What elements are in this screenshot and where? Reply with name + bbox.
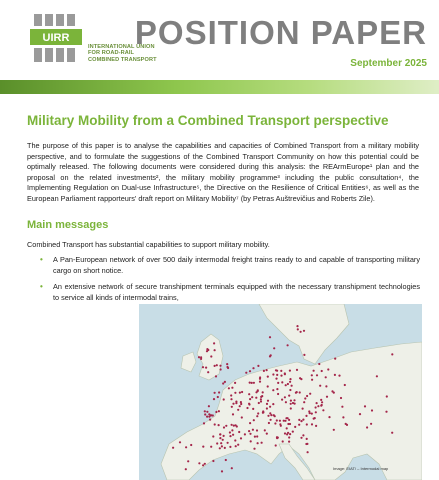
terminal-marker (222, 382, 224, 384)
terminal-marker (318, 363, 320, 365)
terminal-marker (386, 395, 388, 397)
terminal-marker (319, 385, 321, 387)
terminal-marker (303, 354, 305, 356)
terminal-marker (241, 416, 243, 418)
terminal-marker (253, 419, 255, 421)
logo-org-line1: INTERNATIONAL UNION (88, 44, 155, 50)
terminal-marker (190, 444, 192, 446)
terminal-marker (212, 460, 214, 462)
terminal-marker (248, 430, 250, 432)
terminal-marker (241, 391, 243, 393)
terminal-marker (320, 399, 322, 401)
terminal-marker (281, 399, 283, 401)
terminal-marker (219, 433, 221, 435)
terminal-marker (240, 401, 242, 403)
terminal-marker (253, 448, 255, 450)
terminal-marker (224, 381, 226, 383)
terminal-marker (219, 365, 221, 367)
terminal-marker (313, 418, 315, 420)
terminal-marker (288, 395, 290, 397)
terminal-marker (306, 438, 308, 440)
terminal-marker (270, 354, 272, 356)
terminal-marker (325, 376, 327, 378)
terminal-marker (284, 432, 286, 434)
terminal-marker (275, 444, 277, 446)
terminal-marker (292, 431, 294, 433)
terminal-marker (252, 429, 254, 431)
terminal-marker (258, 402, 260, 404)
terminal-marker (283, 420, 285, 422)
terminal-marker (200, 356, 202, 358)
terminal-marker (326, 396, 328, 398)
terminal-marker (289, 433, 291, 435)
terminal-marker (340, 397, 342, 399)
terminal-marker (255, 397, 257, 399)
terminal-marker (288, 441, 290, 443)
terminal-marker (256, 415, 258, 417)
section-heading: Main messages (27, 219, 109, 231)
terminal-marker (284, 396, 286, 398)
europe-map-graphic (139, 304, 422, 480)
terminal-marker (229, 431, 231, 433)
terminal-marker (311, 413, 313, 415)
terminal-marker (230, 398, 232, 400)
terminal-marker (267, 415, 269, 417)
terminal-marker (208, 405, 210, 407)
terminal-marker (272, 403, 274, 405)
terminal-marker (290, 407, 292, 409)
terminal-marker (268, 422, 270, 424)
terminal-marker (296, 391, 298, 393)
terminal-marker (321, 401, 323, 403)
terminal-marker (333, 429, 335, 431)
terminal-marker (334, 374, 336, 376)
intermodal-network-map (139, 304, 422, 480)
terminal-marker (228, 387, 230, 389)
page-title: Military Mobility from a Combined Transport perspective (27, 113, 389, 128)
terminal-marker (267, 385, 269, 387)
terminal-marker (333, 392, 335, 394)
terminal-marker (237, 409, 239, 411)
terminal-marker (289, 381, 291, 383)
terminal-marker (240, 437, 242, 439)
terminal-marker (223, 398, 225, 400)
terminal-marker (300, 378, 302, 380)
terminal-marker (259, 381, 261, 383)
terminal-marker (235, 401, 237, 403)
header (0, 0, 439, 80)
terminal-marker (204, 463, 206, 465)
terminal-marker (256, 429, 258, 431)
terminal-marker (253, 382, 255, 384)
terminal-marker (204, 410, 206, 412)
terminal-marker (233, 425, 235, 427)
terminal-marker (269, 406, 271, 408)
terminal-marker (279, 420, 281, 422)
terminal-marker (341, 406, 343, 408)
terminal-marker (266, 407, 268, 409)
terminal-marker (260, 398, 262, 400)
terminal-marker (231, 429, 233, 431)
terminal-marker (289, 389, 291, 391)
terminal-marker (264, 429, 266, 431)
ireland-landmass (181, 352, 196, 372)
terminal-marker (223, 435, 225, 437)
terminal-marker (296, 369, 298, 371)
terminal-marker (266, 403, 268, 405)
terminal-marker (204, 413, 206, 415)
terminal-marker (257, 442, 259, 444)
terminal-marker (187, 460, 189, 462)
terminal-marker (266, 433, 268, 435)
terminal-marker (288, 436, 290, 438)
terminal-marker (309, 393, 311, 395)
terminal-marker (252, 408, 254, 410)
terminal-marker (321, 404, 323, 406)
terminal-marker (303, 401, 305, 403)
terminal-marker (282, 440, 284, 442)
terminal-marker (219, 447, 221, 449)
terminal-marker (302, 419, 304, 421)
terminal-marker (198, 356, 200, 358)
terminal-marker (297, 328, 299, 330)
terminal-marker (223, 426, 225, 428)
terminal-marker (391, 353, 393, 355)
terminal-marker (344, 384, 346, 386)
terminal-marker (218, 391, 220, 393)
terminal-marker (327, 368, 329, 370)
terminal-marker (370, 423, 372, 425)
terminal-marker (225, 459, 227, 461)
terminal-marker (214, 349, 216, 351)
terminal-marker (302, 408, 304, 410)
terminal-marker (311, 374, 313, 376)
terminal-marker (289, 378, 291, 380)
terminal-marker (215, 411, 217, 413)
terminal-marker (276, 419, 278, 421)
terminal-marker (267, 400, 269, 402)
terminal-marker (290, 403, 292, 405)
terminal-marker (185, 446, 187, 448)
terminal-marker (376, 375, 378, 377)
terminal-marker (286, 433, 288, 435)
terminal-marker (221, 445, 223, 447)
terminal-marker (366, 426, 368, 428)
uirr-logo (30, 10, 157, 70)
terminal-marker (244, 433, 246, 435)
terminal-marker (294, 403, 296, 405)
terminal-marker (234, 382, 236, 384)
terminal-marker (263, 370, 265, 372)
terminal-marker (218, 424, 220, 426)
terminal-marker (251, 382, 253, 384)
terminal-marker (206, 411, 208, 413)
terminal-marker (315, 406, 317, 408)
terminal-marker (281, 381, 283, 383)
terminal-marker (328, 416, 330, 418)
terminal-marker (291, 385, 293, 387)
terminal-marker (248, 393, 250, 395)
terminal-marker (220, 442, 222, 444)
terminal-marker (231, 406, 233, 408)
terminal-marker (289, 370, 291, 372)
terminal-marker (276, 437, 278, 439)
terminal-marker (322, 409, 324, 411)
terminal-marker (279, 423, 281, 425)
terminal-marker (214, 423, 216, 425)
terminal-marker (249, 433, 251, 435)
terminal-marker (210, 446, 212, 448)
terminal-marker (205, 367, 207, 369)
uirr-logo-icon (30, 10, 86, 66)
terminal-marker (209, 419, 211, 421)
terminal-marker (266, 369, 268, 371)
terminal-marker (287, 423, 289, 425)
terminal-marker (232, 403, 234, 405)
terminal-marker (302, 434, 304, 436)
terminal-marker (261, 395, 263, 397)
terminal-marker (321, 370, 323, 372)
terminal-marker (231, 387, 233, 389)
terminal-marker (273, 414, 275, 416)
terminal-marker (214, 392, 216, 394)
terminal-marker (316, 402, 318, 404)
list-item-text: An extensive network of secure transhipment terminals equipped with the necessary transhipment technologies to service all kinds of intermodal trains, (53, 282, 420, 302)
terminal-marker (285, 384, 287, 386)
terminal-marker (239, 405, 241, 407)
terminal-marker (212, 435, 214, 437)
terminal-marker (300, 437, 302, 439)
terminal-marker (207, 371, 209, 373)
terminal-marker (276, 370, 278, 372)
terminal-marker (257, 412, 259, 414)
terminal-marker (259, 376, 261, 378)
terminal-marker (254, 436, 256, 438)
terminal-marker (273, 347, 275, 349)
document-type-title: POSITION PAPER (134, 14, 427, 51)
terminal-marker (172, 447, 174, 449)
bullet-icon: • (40, 282, 43, 292)
terminal-marker (216, 442, 218, 444)
terminal-marker (316, 374, 318, 376)
terminal-marker (226, 366, 228, 368)
terminal-marker (274, 422, 276, 424)
map-credit: Image: EIAT/ – Intermodal map (333, 466, 389, 471)
terminal-marker (250, 440, 252, 442)
terminal-marker (371, 409, 373, 411)
terminal-marker (217, 396, 219, 398)
terminal-marker (262, 410, 264, 412)
terminal-marker (287, 417, 289, 419)
terminal-marker (385, 411, 387, 413)
terminal-marker (248, 403, 250, 405)
terminal-marker (306, 423, 308, 425)
terminal-marker (234, 392, 236, 394)
terminal-marker (290, 400, 292, 402)
terminal-marker (287, 383, 289, 385)
terminal-marker (232, 413, 234, 415)
terminal-marker (311, 379, 313, 381)
terminal-marker (280, 375, 282, 377)
terminal-marker (245, 372, 247, 374)
terminal-marker (249, 370, 251, 372)
terminal-marker (345, 423, 347, 425)
logo-org-line2: FOR ROAD-RAIL (88, 50, 135, 57)
terminal-marker (286, 427, 288, 429)
terminal-marker (206, 348, 208, 350)
terminal-marker (229, 435, 231, 437)
terminal-marker (305, 415, 307, 417)
terminal-marker (364, 405, 366, 407)
terminal-marker (226, 363, 228, 365)
terminal-marker (237, 444, 239, 446)
terminal-marker (261, 442, 263, 444)
terminal-marker (203, 422, 205, 424)
terminal-marker (334, 358, 336, 360)
terminal-marker (275, 378, 277, 380)
terminal-marker (221, 470, 223, 472)
terminal-marker (249, 398, 251, 400)
terminal-marker (299, 391, 301, 393)
terminal-marker (306, 395, 308, 397)
terminal-marker (185, 468, 187, 470)
terminal-marker (272, 389, 274, 391)
terminal-marker (214, 365, 216, 367)
terminal-marker (311, 423, 313, 425)
terminal-marker (260, 400, 262, 402)
terminal-marker (284, 373, 286, 375)
terminal-marker (293, 399, 295, 401)
terminal-marker (251, 396, 253, 398)
terminal-marker (277, 393, 279, 395)
logo-acronym: UIRR (42, 32, 70, 44)
terminal-marker (232, 434, 234, 436)
terminal-marker (325, 385, 327, 387)
terminal-marker (249, 382, 251, 384)
terminal-marker (267, 376, 269, 378)
terminal-marker (306, 443, 308, 445)
list-item (40, 255, 420, 276)
main-messages-list (40, 255, 420, 309)
terminal-marker (227, 442, 229, 444)
terminal-marker (262, 391, 264, 393)
terminal-marker (277, 382, 279, 384)
terminal-marker (315, 411, 317, 413)
terminal-marker (231, 467, 233, 469)
terminal-marker (276, 388, 278, 390)
terminal-marker (230, 394, 232, 396)
terminal-marker (225, 425, 227, 427)
terminal-marker (313, 370, 315, 372)
terminal-marker (206, 416, 208, 418)
terminal-marker (307, 451, 309, 453)
intro-paragraph: The purpose of this paper is to analyse the capabilities and capacities of Combined Transport from a military mobility perspective, and to formulate the suggestions of the Combined Transport Community on how this potential could be optimally released. The following documents were considered during this analysis: the REArmEurope¹ plan and the proposal on the related investments², the military mobility programme³ including the public consultation⁴, the Implementing Regulation on Dual-use Infrastructure⁵, the Directive on the Resilience of Critical Entities⁶, as well as the European Parliament rapporteurs' draft report on Military Mobility⁷ (by Petras Auštrevičius and Roberts Zile). (27, 141, 419, 203)
list-item-text: A Pan-European network of over 500 daily intermodal freight trains ready to and capable of transporting military cargo on short notice. (53, 255, 420, 275)
terminal-marker (285, 401, 287, 403)
terminal-marker (298, 419, 300, 421)
terminal-marker (303, 330, 305, 332)
terminal-marker (270, 419, 272, 421)
terminal-marker (206, 350, 208, 352)
terminal-marker (276, 374, 278, 376)
terminal-marker (238, 431, 240, 433)
terminal-marker (224, 447, 226, 449)
terminal-marker (249, 422, 251, 424)
lead-sentence: Combined Transport has substantial capabilities to support military mobility. (27, 240, 270, 249)
terminal-marker (296, 325, 298, 327)
terminal-marker (234, 439, 236, 441)
terminal-marker (229, 446, 231, 448)
terminal-marker (213, 398, 215, 400)
terminal-marker (231, 424, 233, 426)
terminal-marker (255, 391, 257, 393)
terminal-marker (210, 414, 212, 416)
publication-date: September 2025 (350, 58, 427, 69)
terminal-marker (269, 336, 271, 338)
terminal-marker (215, 375, 217, 377)
terminal-marker (338, 375, 340, 377)
terminal-marker (272, 373, 274, 375)
terminal-marker (212, 414, 214, 416)
terminal-marker (300, 420, 302, 422)
terminal-marker (202, 366, 204, 368)
terminal-marker (219, 437, 221, 439)
terminal-marker (257, 365, 259, 367)
terminal-marker (256, 435, 258, 437)
terminal-marker (359, 413, 361, 415)
terminal-marker (216, 364, 218, 366)
terminal-marker (179, 441, 181, 443)
terminal-marker (304, 397, 306, 399)
terminal-marker (198, 462, 200, 464)
terminal-marker (300, 331, 302, 333)
terminal-marker (269, 412, 271, 414)
terminal-marker (287, 344, 289, 346)
terminal-marker (210, 355, 212, 357)
terminal-marker (298, 424, 300, 426)
terminal-marker (202, 464, 204, 466)
terminal-marker (309, 412, 311, 414)
terminal-marker (317, 405, 319, 407)
green-gradient-band (0, 80, 439, 94)
terminal-marker (280, 370, 282, 372)
terminal-marker (218, 410, 220, 412)
terminal-marker (222, 439, 224, 441)
terminal-marker (391, 432, 393, 434)
logo-org-line3: COMBINED TRANSPORT (88, 56, 157, 63)
terminal-marker (315, 425, 317, 427)
terminal-marker (202, 446, 204, 448)
terminal-marker (252, 367, 254, 369)
terminal-marker (239, 392, 241, 394)
terminal-marker (288, 419, 290, 421)
terminal-marker (220, 368, 222, 370)
terminal-marker (240, 403, 242, 405)
bullet-icon: • (40, 255, 43, 264)
terminal-marker (246, 407, 248, 409)
list-item (40, 282, 420, 303)
terminal-marker (213, 342, 215, 344)
terminal-marker (342, 416, 344, 418)
terminal-marker (235, 445, 237, 447)
terminal-marker (294, 426, 296, 428)
